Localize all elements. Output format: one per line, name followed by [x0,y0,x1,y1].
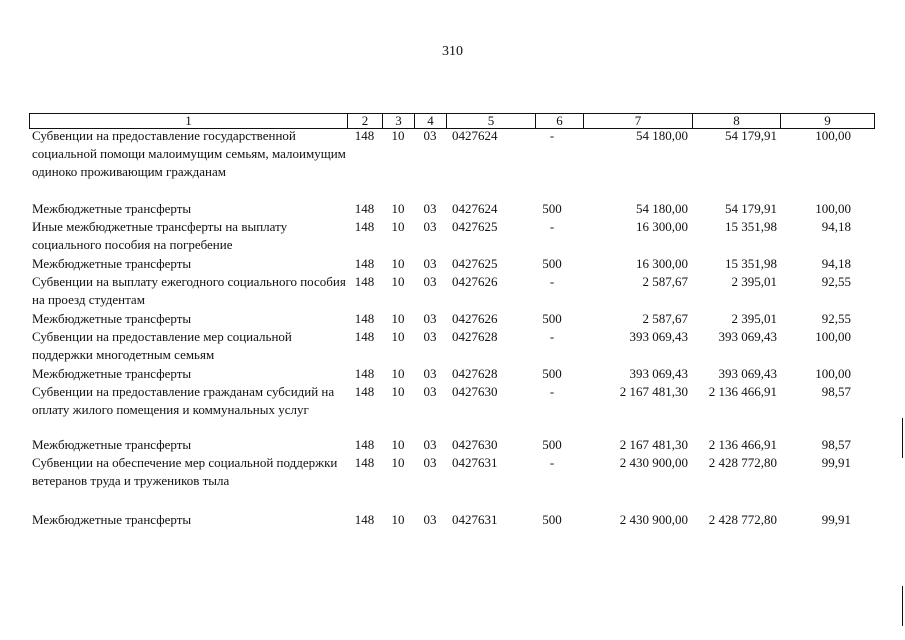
col-9-cell: 100,00 [815,128,851,143]
col-3-cell: 10 [391,512,405,527]
row-label: Субвенции на предоставление государственной социальной помощи малоимущим семьям, малоимущим одиноко проживающим гражданам [32,128,346,179]
col-8-cell: 15 351,98 [725,219,777,234]
col-2-cell: 148 [354,274,375,289]
col-3-cell: 10 [391,384,405,399]
row-label: Субвенции на предоставление гражданам субсидий на оплату жилого помещения и коммунальных услуг [32,384,335,417]
col-2-cell: 148 [354,201,375,216]
col-9-cell: 100,00 [815,366,851,381]
table-row [29,200,873,218]
col-9-cell: 98,57 [821,384,851,399]
col-3-cell: 10 [391,256,405,271]
row-label: Субвенции на выплату ежегодного социального пособия на проезд студентам [32,274,346,307]
col-4-cell: 03 [423,219,437,234]
col-6-cell: 500 [542,311,562,326]
header-col-4: 4 [415,114,447,128]
header-col-7: 7 [584,114,693,128]
col-2-cell: 148 [354,455,375,470]
col-6-cell: - [549,274,555,289]
col-3-cell: 10 [391,274,405,289]
col-3-cell: 10 [391,366,405,381]
header-col-2: 2 [348,114,383,128]
col-7-cell: 2 167 481,30 [619,384,688,399]
col-5-cell: 0427628 [452,329,498,344]
table-row [29,383,873,419]
col-7-cell: 2 587,67 [642,274,688,289]
col-3-cell: 10 [391,219,405,234]
col-3-cell: 10 [391,311,405,326]
table-row [29,218,873,254]
col-9-cell: 94,18 [821,219,851,234]
col-5-cell: 0427624 [452,128,498,143]
col-5-cell: 0427631 [452,455,498,470]
col-8-cell: 393 069,43 [718,366,777,381]
col-5-cell: 0427628 [452,366,498,381]
col-4-cell: 03 [423,366,437,381]
row-label: Межбюджетные трансферты [32,256,192,271]
col-4-cell: 03 [423,128,437,143]
row-label: Субвенции на предоставление мер социальной поддержки многодетным семьям [32,329,292,362]
col-5-cell: 0427626 [452,311,498,326]
col-8-cell: 54 179,91 [725,201,777,216]
row-label: Межбюджетные трансферты [32,437,192,452]
col-7-cell: 16 300,00 [636,219,688,234]
col-6-cell: - [549,128,555,143]
table-row [29,273,873,309]
col-9-cell: 92,55 [821,311,851,326]
row-label: Межбюджетные трансферты [32,366,192,381]
col-6-cell: 500 [542,437,562,452]
col-6-cell: - [549,329,555,344]
col-4-cell: 03 [423,384,437,399]
col-6-cell: - [549,455,555,470]
col-5-cell: 0427625 [452,219,498,234]
col-8-cell: 15 351,98 [725,256,777,271]
col-2-cell: 148 [354,437,375,452]
col-5-cell: 0427630 [452,437,498,452]
col-7-cell: 54 180,00 [636,128,688,143]
col-3-cell: 10 [391,128,405,143]
col-8-cell: 54 179,91 [725,128,777,143]
col-2-cell: 148 [354,219,375,234]
col-2-cell: 148 [354,512,375,527]
header-col-1: 1 [30,114,348,128]
table-row [29,436,873,454]
col-9-cell: 98,57 [821,437,851,452]
col-8-cell: 2 428 772,80 [708,455,777,470]
col-4-cell: 03 [423,437,437,452]
row-label: Субвенции на обеспечение мер социальной поддержки ветеранов труда и тружеников тыла [32,455,338,488]
col-8-cell: 393 069,43 [718,329,777,344]
col-9-cell: 94,18 [821,256,851,271]
row-label: Иные межбюджетные трансферты на выплату социального пособия на погребение [32,219,288,252]
col-4-cell: 03 [423,512,437,527]
scan-edge-mark [902,586,903,626]
col-5-cell: 0427625 [452,256,498,271]
col-3-cell: 10 [391,437,405,452]
col-4-cell: 03 [423,329,437,344]
col-8-cell: 2 428 772,80 [708,512,777,527]
col-4-cell: 03 [423,274,437,289]
col-7-cell: 2 430 900,00 [619,512,688,527]
col-2-cell: 148 [354,329,375,344]
col-6-cell: 500 [542,512,562,527]
col-3-cell: 10 [391,201,405,216]
col-7-cell: 2 587,67 [642,311,688,326]
col-8-cell: 2 395,01 [731,274,777,289]
col-6-cell: 500 [542,366,562,381]
col-4-cell: 03 [423,256,437,271]
col-7-cell: 2 430 900,00 [619,455,688,470]
col-5-cell: 0427624 [452,201,498,216]
table-row [29,365,873,383]
col-6-cell: 500 [542,256,562,271]
table-row [29,310,873,328]
table-row [29,127,873,181]
header-col-8: 8 [693,114,781,128]
col-6-cell: 500 [542,201,562,216]
col-4-cell: 03 [423,311,437,326]
col-5-cell: 0427626 [452,274,498,289]
col-9-cell: 100,00 [815,329,851,344]
col-8-cell: 2 395,01 [731,311,777,326]
col-4-cell: 03 [423,201,437,216]
header-col-9: 9 [824,113,831,128]
col-2-cell: 148 [354,366,375,381]
col-8-cell: 2 136 466,91 [708,384,777,399]
col-7-cell: 393 069,43 [629,329,688,344]
table-row [29,511,873,529]
col-5-cell: 0427631 [452,512,498,527]
table-row [29,454,873,490]
col-9-cell: 99,91 [821,512,851,527]
col-5-cell: 0427630 [452,384,498,399]
header-col-5: 5 [447,114,536,128]
col-9-cell: 100,00 [815,201,851,216]
col-7-cell: 2 167 481,30 [619,437,688,452]
row-label: Межбюджетные трансферты [32,201,192,216]
col-9-cell: 99,91 [821,455,851,470]
col-7-cell: 16 300,00 [636,256,688,271]
col-9-cell: 92,55 [821,274,851,289]
row-label: Межбюджетные трансферты [32,512,192,527]
table-row [29,328,873,364]
row-label: Межбюджетные трансферты [32,311,192,326]
scan-edge-mark [902,418,903,458]
page-number: 310 [442,44,463,59]
col-2-cell: 148 [354,311,375,326]
col-7-cell: 54 180,00 [636,201,688,216]
col-8-cell: 2 136 466,91 [708,437,777,452]
col-4-cell: 03 [423,455,437,470]
header-col-3: 3 [383,114,415,128]
header-col-6: 6 [536,114,584,128]
col-6-cell: - [549,219,555,234]
col-2-cell: 148 [354,384,375,399]
col-2-cell: 148 [354,256,375,271]
col-3-cell: 10 [391,329,405,344]
col-3-cell: 10 [391,455,405,470]
col-6-cell: - [549,384,555,399]
col-7-cell: 393 069,43 [629,366,688,381]
table-row [29,255,873,273]
col-2-cell: 148 [354,128,375,143]
